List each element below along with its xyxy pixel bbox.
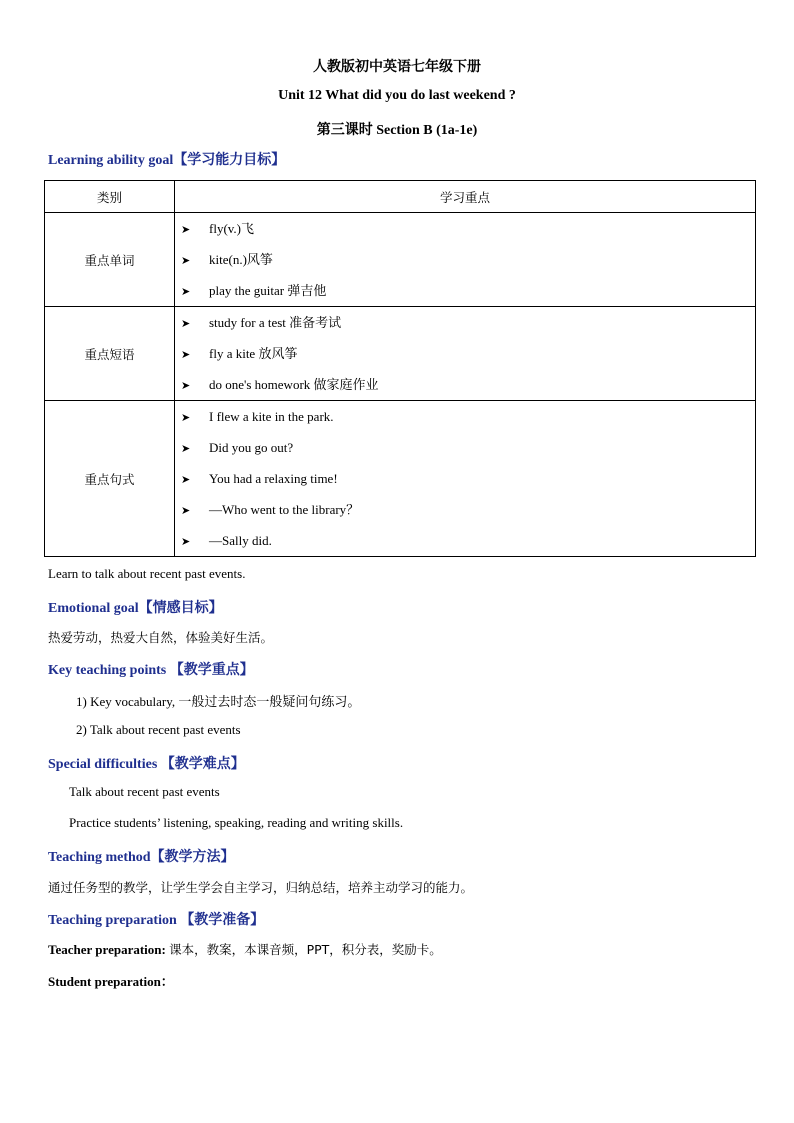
difficulty-item: Practice students’ listening, speaking, reading and writing skills. — [69, 815, 404, 830]
list-item: ➤ —Sally did. — [175, 525, 755, 556]
key-point-item: 2) Talk about recent past events — [76, 722, 241, 737]
student-preparation — [48, 971, 174, 990]
table-header-category: 类别 — [45, 181, 175, 213]
list-item: ➤ study for a test 准备考试 — [175, 307, 755, 338]
list-item: ➤ —Who went to the library？ — [175, 494, 755, 525]
lesson-title: 第三课时 Section B (1a-1e) — [316, 123, 478, 138]
list-item: ➤ do one's homework 做家庭作业 — [175, 369, 755, 400]
list-item: ➤ You had a relaxing time! — [175, 463, 755, 494]
list-item: ➤ kite(n.)风筝 — [175, 244, 755, 275]
unit-title: Unit 12 What did you do last weekend ? — [278, 88, 516, 103]
preparation-heading: Teaching preparation 【教学准备】 — [48, 913, 265, 928]
teacher-preparation-label: Teacher preparation: — [48, 942, 166, 957]
emotional-goal-heading: Emotional goal【情感目标】 — [48, 601, 223, 616]
arrow-bullet-icon: ➤ — [181, 505, 191, 517]
learning-goal-table — [44, 180, 756, 557]
items-cell — [175, 401, 756, 557]
table-row — [45, 213, 756, 307]
difficulties-heading: Special difficulties 【教学难点】 — [48, 757, 245, 772]
arrow-bullet-icon: ➤ — [181, 474, 191, 486]
table-header-focus: 学习重点 — [175, 181, 756, 213]
method-text: 通过任务型的教学，让学生学会自主学习，归纳总结，培养主动学习的能力。 — [48, 880, 474, 895]
key-point-item: 1) Key vocabulary, 一般过去时态一般疑问句练习。 — [76, 694, 361, 709]
document-title: 人教版初中英语七年级下册 — [313, 60, 481, 75]
arrow-bullet-icon: ➤ — [181, 224, 191, 236]
category-cell: 重点句式 — [45, 401, 175, 557]
items-cell — [175, 213, 756, 307]
list-item: ➤ play the guitar 弹吉他 — [175, 275, 755, 306]
arrow-bullet-icon: ➤ — [181, 412, 191, 424]
emotional-goal-text: 热爱劳动，热爱大自然，体验美好生活。 — [48, 630, 274, 645]
arrow-bullet-icon: ➤ — [181, 536, 191, 548]
student-preparation-label: Student preparation： — [48, 974, 174, 989]
list-item: ➤ Did you go out? — [175, 432, 755, 463]
learning-goal-note: Learn to talk about recent past events. — [48, 566, 246, 581]
arrow-bullet-icon: ➤ — [181, 349, 191, 361]
category-cell: 重点短语 — [45, 307, 175, 401]
arrow-bullet-icon: ➤ — [181, 380, 191, 392]
key-points-heading: Key teaching points 【教学重点】 — [48, 663, 254, 678]
items-cell — [175, 307, 756, 401]
table-header-row — [45, 181, 756, 213]
method-heading: Teaching method【教学方法】 — [48, 850, 235, 865]
difficulty-item: Talk about recent past events — [69, 784, 220, 799]
arrow-bullet-icon: ➤ — [181, 318, 191, 330]
teacher-preparation-text: 课本，教案，本课音频，PPT，积分表，奖励卡。 — [169, 942, 442, 957]
list-item: ➤ I flew a kite in the park. — [175, 401, 755, 432]
arrow-bullet-icon: ➤ — [181, 255, 191, 267]
teacher-preparation — [48, 940, 442, 958]
list-item: ➤ fly(v.)飞 — [175, 213, 755, 244]
table-row — [45, 401, 756, 557]
arrow-bullet-icon: ➤ — [181, 286, 191, 298]
category-cell: 重点单词 — [45, 213, 175, 307]
list-item: ➤ fly a kite 放风筝 — [175, 338, 755, 369]
arrow-bullet-icon: ➤ — [181, 443, 191, 455]
learning-goal-heading: Learning ability goal【学习能力目标】 — [48, 153, 286, 168]
table-row — [45, 307, 756, 401]
